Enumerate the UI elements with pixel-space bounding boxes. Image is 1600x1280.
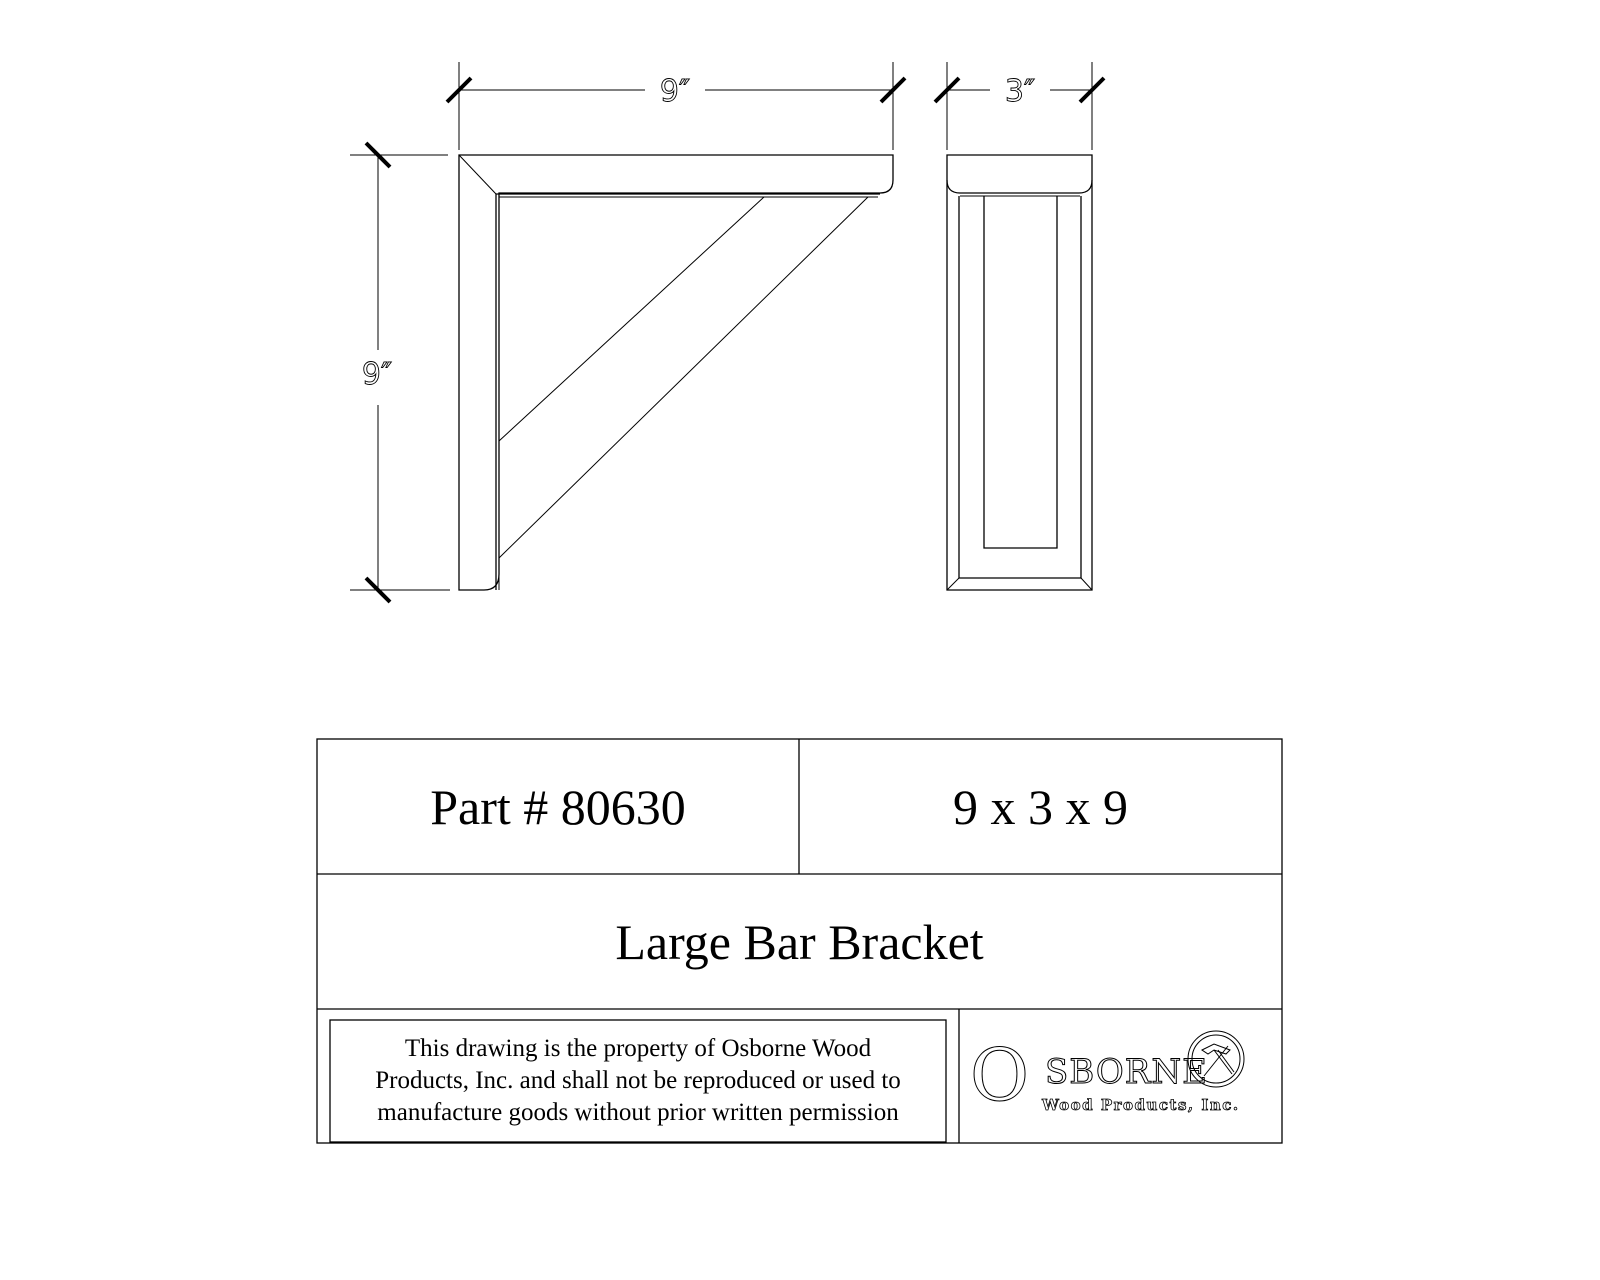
height-dimension-label: 9″: [361, 357, 393, 392]
side-width-dimension-label: 3″: [1004, 74, 1036, 109]
brace-upper-edge: [499, 197, 764, 441]
logo-subtitle: Wood Products, Inc.: [1042, 1096, 1240, 1114]
notice-line: manufacture goods without prior written permission: [377, 1099, 899, 1126]
bracket-inner-edge: [496, 194, 880, 590]
notice-line: This drawing is the property of Osborne Wood: [404, 1035, 872, 1062]
side-panel: [984, 196, 1057, 548]
bracket-outline: [459, 155, 893, 590]
brace-lower-edge: [499, 197, 868, 558]
copyright-notice: [331, 1021, 945, 1141]
side-view: [947, 155, 1092, 590]
front-view: [459, 155, 893, 590]
side-frame: [959, 196, 1081, 578]
width-dimension-label: 9″: [659, 74, 691, 109]
side-cap-profile: [947, 180, 1092, 193]
side-outline: [947, 155, 1092, 590]
osborne-logo: [970, 1031, 1244, 1117]
bracket-inner-edge-2: [499, 197, 878, 590]
logo-name: SBORNE: [1045, 1052, 1208, 1092]
part-number: Part # 80630: [430, 778, 686, 835]
product-name: Large Bar Bracket: [615, 913, 984, 970]
notice-line: Products, Inc. and shall not be reproduced or used to: [375, 1067, 901, 1094]
miter-line: [459, 155, 496, 194]
logo-initial: O: [969, 1033, 1031, 1117]
part-size: 9 x 3 x 9: [953, 778, 1128, 835]
